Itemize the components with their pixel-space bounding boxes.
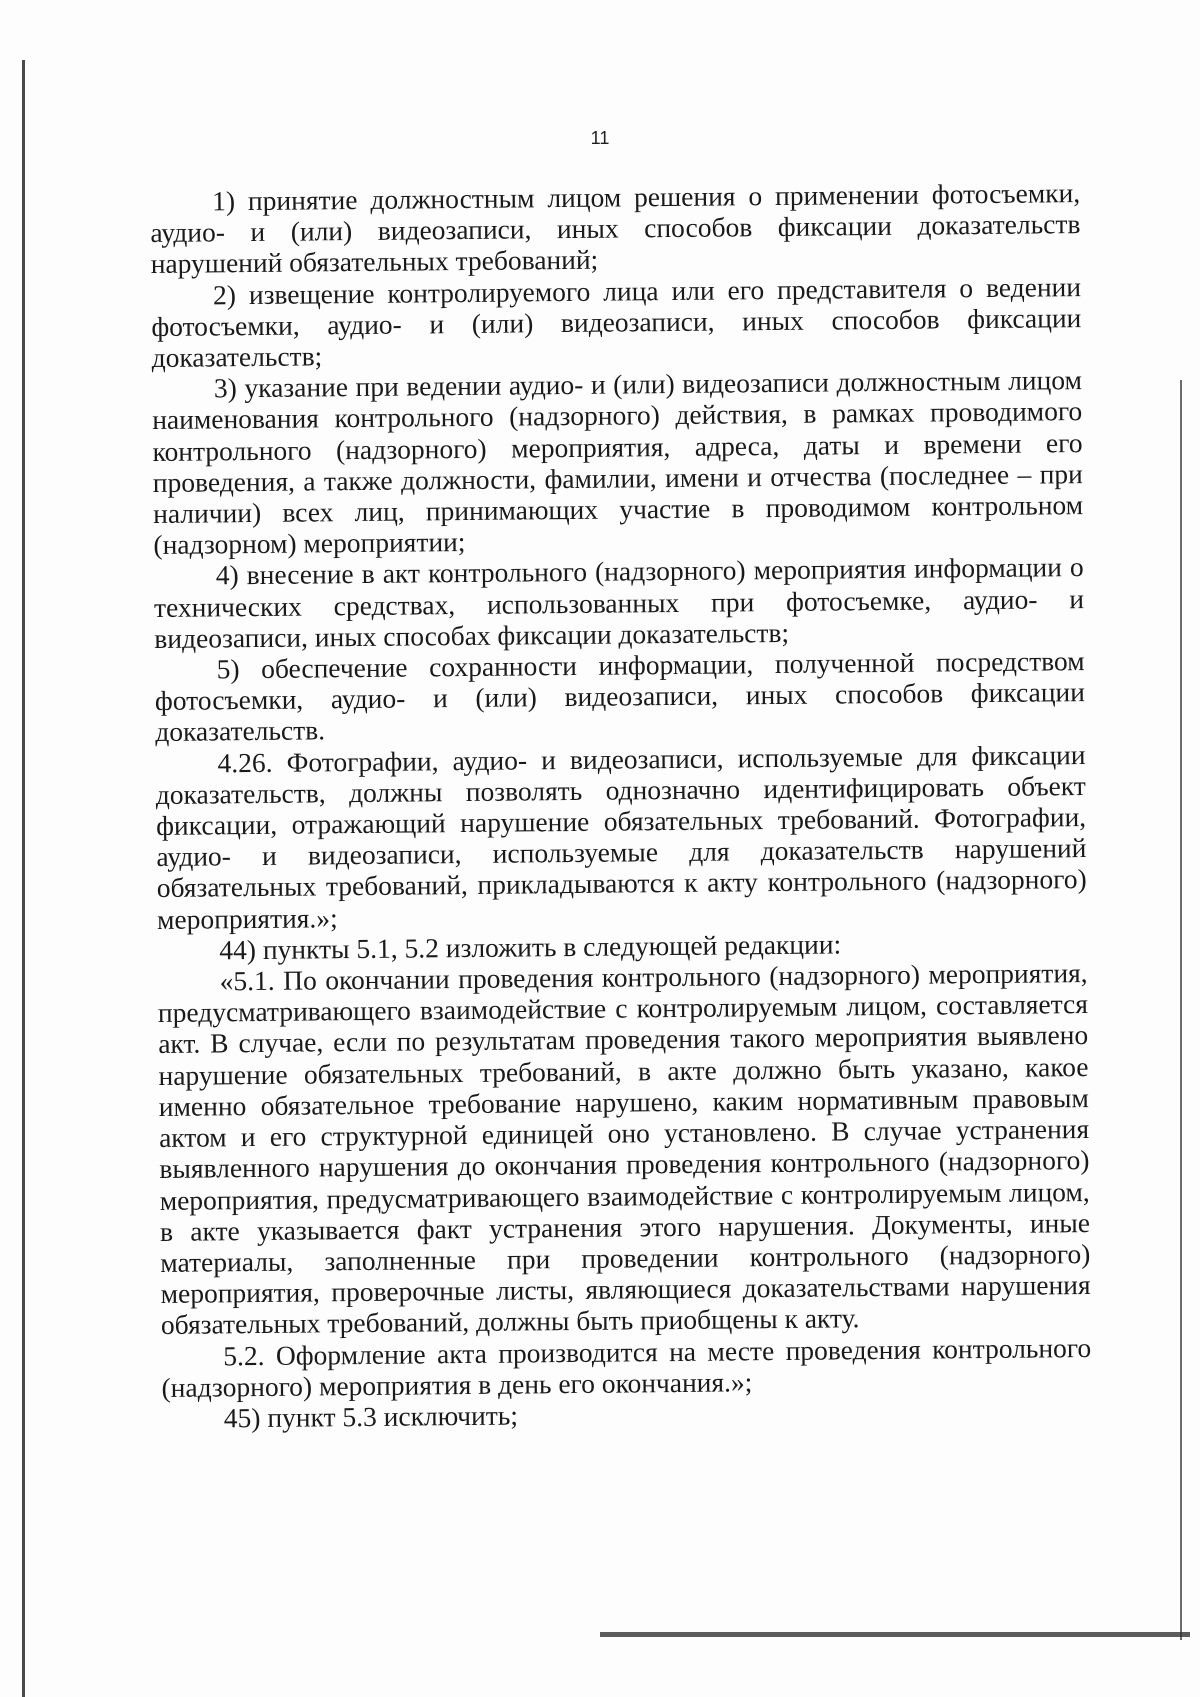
- scan-edge-bottom: [600, 1632, 1190, 1637]
- paragraph-item-44: 44) пункты 5.1, 5.2 изложить в следующей редакции:: [219, 928, 842, 966]
- paragraph-item-1: 1) принятие должностным лицом решения о применении фотосъемки, аудио- и (или) видеозаписи, иных способов фиксации доказательств нарушений обязательных требований;: [150, 177, 1081, 280]
- paragraph-item-3: 3) указание при ведении аудио- и (или) видеозаписи должностным лицом наименования контрольного (надзорного) действия, в рамках проводимого контрольного (надзорного) мероприятия, адреса, даты и времени его проведения, а также должности, фамилии, имени и отчества (последнее – при наличии) всех лиц, принимающих участие в проводимом контрольном (надзорном) мероприятии;: [152, 364, 1084, 561]
- scan-edge-right: [1180, 380, 1182, 1640]
- paragraph-4-26: 4.26. Фотографии, аудио- и видеозаписи, используемые для фиксации доказательств, должны позволять однозначно идентифицировать объект фиксации, отражающий нарушение обязательных требований. Фотографии, аудио- и видеозаписи, используемые для доказательств нарушений обязательных требований, прикладываются к акту контрольного (надзорного) мероприятия.»;: [155, 738, 1087, 935]
- paragraph-item-2: 2) извещение контролируемого лица или его представителя о ведении фотосъемки, аудио- и (или) видеозаписи, иных способов фиксации доказательств;: [151, 270, 1082, 374]
- document-body: [150, 177, 1092, 1434]
- paragraph-5-1: «5.1. По окончании проведения контрольного (надзорного) мероприятия, предусматривающего взаимодействие с контролируемым лицом, составляется акт. В случае, если по результатам проведения такого мероприятия выявлено нарушение обязательных требований, в акте должно быть указано, какое именно обязательное требование нарушено, каким нормативным правовым актом и его структурной единицей оно установлено. В случае устранения выявленного нарушения до окончания проведения контрольного (надзорного) мероприятия, предусматривающего взаимодействие с контролируемым лицом, в акте указывается факт устранения этого нарушения. Документы, иные материалы, заполненные при проведении контрольного (надзорного) мероприятия, проверочные листы, являющиеся доказательствами нарушения обязательных требований, должны быть приобщены к акту.: [157, 957, 1091, 1341]
- page-number: 11: [590, 128, 610, 148]
- paragraph-item-4: 4) внесение в акт контрольного (надзорного) мероприятия информации о технических средствах, использованных при фотосъемке, аудио- и видеозаписи, иных способах фиксации доказательств;: [153, 551, 1085, 654]
- paragraph-item-45: 45) пункт 5.3 исключить;: [223, 1399, 519, 1434]
- paragraph-item-5: 5) обеспечение сохранности информации, полученной посредством фотосъемки, аудио- и (или) видеозаписи, иных способов фиксации доказательств.: [154, 645, 1086, 748]
- scan-edge-left: [22, 60, 25, 1697]
- paragraph-5-2: 5.2. Оформление акта производится на месте проведения контрольного (надзорного) мероприятия в день его окончания.»;: [161, 1331, 1092, 1403]
